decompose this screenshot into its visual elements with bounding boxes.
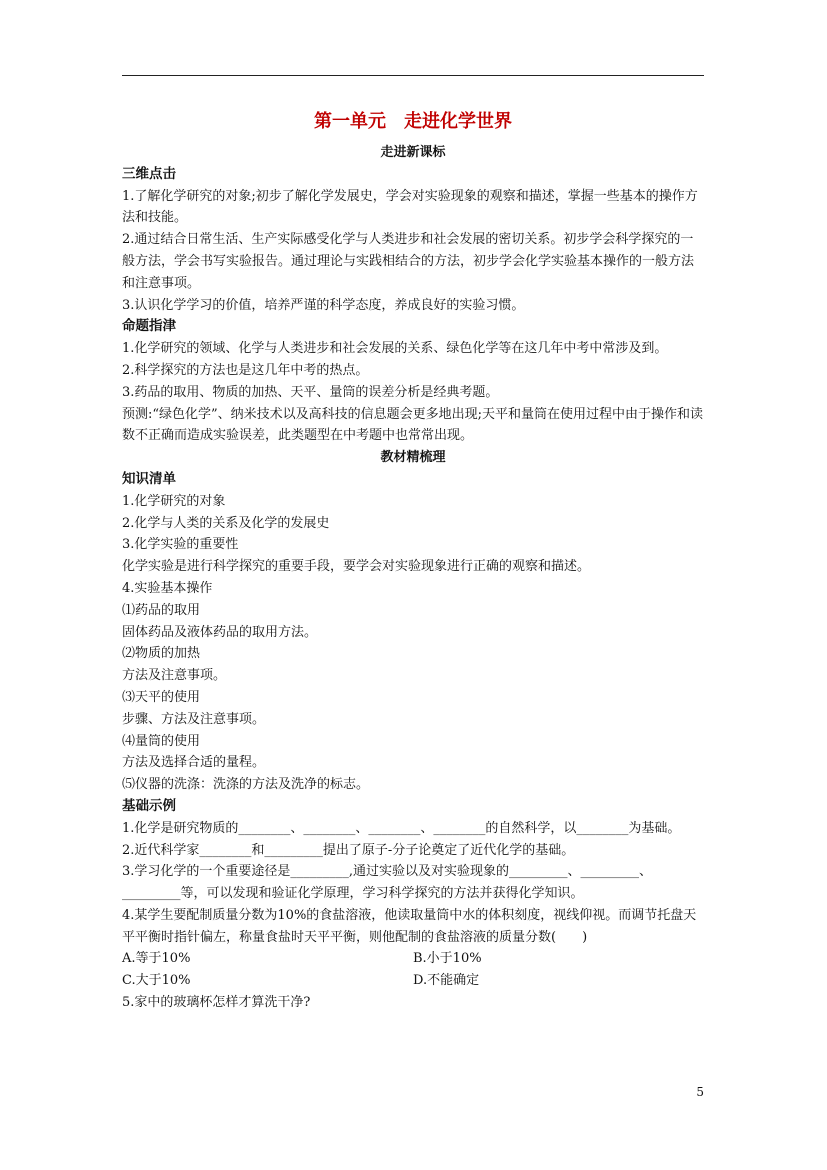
exam-prediction: 预测:“绿色化学”、纳米技术以及高科技的信息题会更多地出现;天平和量筒在使用过程中由于操作和读数不正确而造成实验误差，此类题型在中考题中也常常出现。 bbox=[122, 406, 704, 444]
knowledge-line: 方法及选择合适的量程。 bbox=[122, 755, 266, 771]
knowledge-line: ⑸仪器的洗涤：洗涤的方法及洗净的标志。 bbox=[122, 777, 370, 793]
page-number: 5 bbox=[696, 1085, 704, 1099]
options-row-2 bbox=[122, 970, 704, 992]
goal-item: 1.了解化学研究的对象;初步了解化学发展史，学会对实验现象的观察和描述，掌握一些基本的操作方法和技能。 bbox=[122, 188, 698, 226]
section-heading-textbook-review: 教材精梳理 bbox=[380, 450, 446, 466]
knowledge-line: 固体药品及液体药品的取用方法。 bbox=[122, 624, 318, 640]
subheading-exam-guide: 命题指津 bbox=[122, 318, 176, 335]
header-rule bbox=[122, 75, 704, 76]
knowledge-line: ⑵物质的加热 bbox=[122, 646, 201, 662]
knowledge-line: 化学实验是进行科学探究的重要手段，要学会对实验现象进行正确的观察和描述。 bbox=[122, 559, 591, 575]
knowledge-line: ⑴药品的取用 bbox=[122, 602, 201, 618]
exam-item: 3.药品的取用、物质的加热、天平、量筒的误差分析是经典考题。 bbox=[122, 384, 499, 400]
section-heading-new-standards: 走进新课标 bbox=[380, 145, 446, 160]
option-a: A.等于10% bbox=[122, 951, 191, 967]
exam-item: 1.化学研究的领域、化学与人类进步和社会发展的关系、绿色化学等在这几年中考中常涉及到。 bbox=[122, 341, 668, 357]
page-content bbox=[122, 104, 704, 1014]
question-1: 1.化学是研究物质的________、________、________、________的自然科学，以________为基础。 bbox=[122, 820, 681, 836]
knowledge-line: 方法及注意事项。 bbox=[122, 668, 227, 684]
knowledge-line: 1.化学研究的对象 bbox=[122, 493, 226, 509]
subheading-knowledge-list: 知识清单 bbox=[122, 470, 176, 487]
question-4: 4.某学生要配制质量分数为10%的食盐溶液，他读取量筒中水的体积刻度，视线仰视。而调节托盘天平平衡时指针偏左，称量食盐时天平平衡，则他配制的食盐溶液的质量分数( ) bbox=[122, 907, 697, 945]
knowledge-line: ⑶天平的使用 bbox=[122, 689, 201, 705]
subheading-three-dimensions: 三维点击 bbox=[122, 165, 176, 182]
question-3: 3.学习化学的一个重要途径是_________,通过实验以及对实验现象的_________、_________、_________等，可以发现和验证化学原理，学习科学探究的方法并获得化学知识。 bbox=[122, 864, 653, 902]
page-title: 第一单元 走进化学世界 bbox=[314, 111, 512, 132]
knowledge-line: ⑷量筒的使用 bbox=[122, 733, 201, 749]
option-c: C.大于10% bbox=[122, 973, 191, 989]
knowledge-line: 4.实验基本操作 bbox=[122, 580, 213, 596]
question-2: 2.近代科学家________和_________提出了原子-分子论奠定了近代化学的基础。 bbox=[122, 842, 575, 858]
options-row-1 bbox=[122, 948, 704, 970]
subheading-basic-examples: 基础示例 bbox=[122, 797, 176, 814]
exam-item: 2.科学探究的方法也是这几年中考的热点。 bbox=[122, 362, 369, 378]
question-5: 5.家中的玻璃杯怎样才算洗干净? bbox=[122, 995, 311, 1011]
goal-item: 3.认识化学学习的价值，培养严谨的科学态度，养成良好的实验习惯。 bbox=[122, 297, 525, 313]
option-b: B.小于10% bbox=[413, 951, 482, 967]
goal-item: 2.通过结合日常生活、生产实际感受化学与人类进步和社会发展的密切关系。初步学会科学探究的一般方法，学会书写实验报告。通过理论与实践相结合的方法，初步学会化学实验基本操作的一般方法和注意事项。 bbox=[122, 232, 695, 291]
knowledge-line: 2.化学与人类的关系及化学的发展史 bbox=[122, 515, 330, 531]
knowledge-line: 3.化学实验的重要性 bbox=[122, 537, 239, 553]
knowledge-line: 步骤、方法及注意事项。 bbox=[122, 711, 266, 727]
option-d: D.不能确定 bbox=[413, 973, 480, 989]
